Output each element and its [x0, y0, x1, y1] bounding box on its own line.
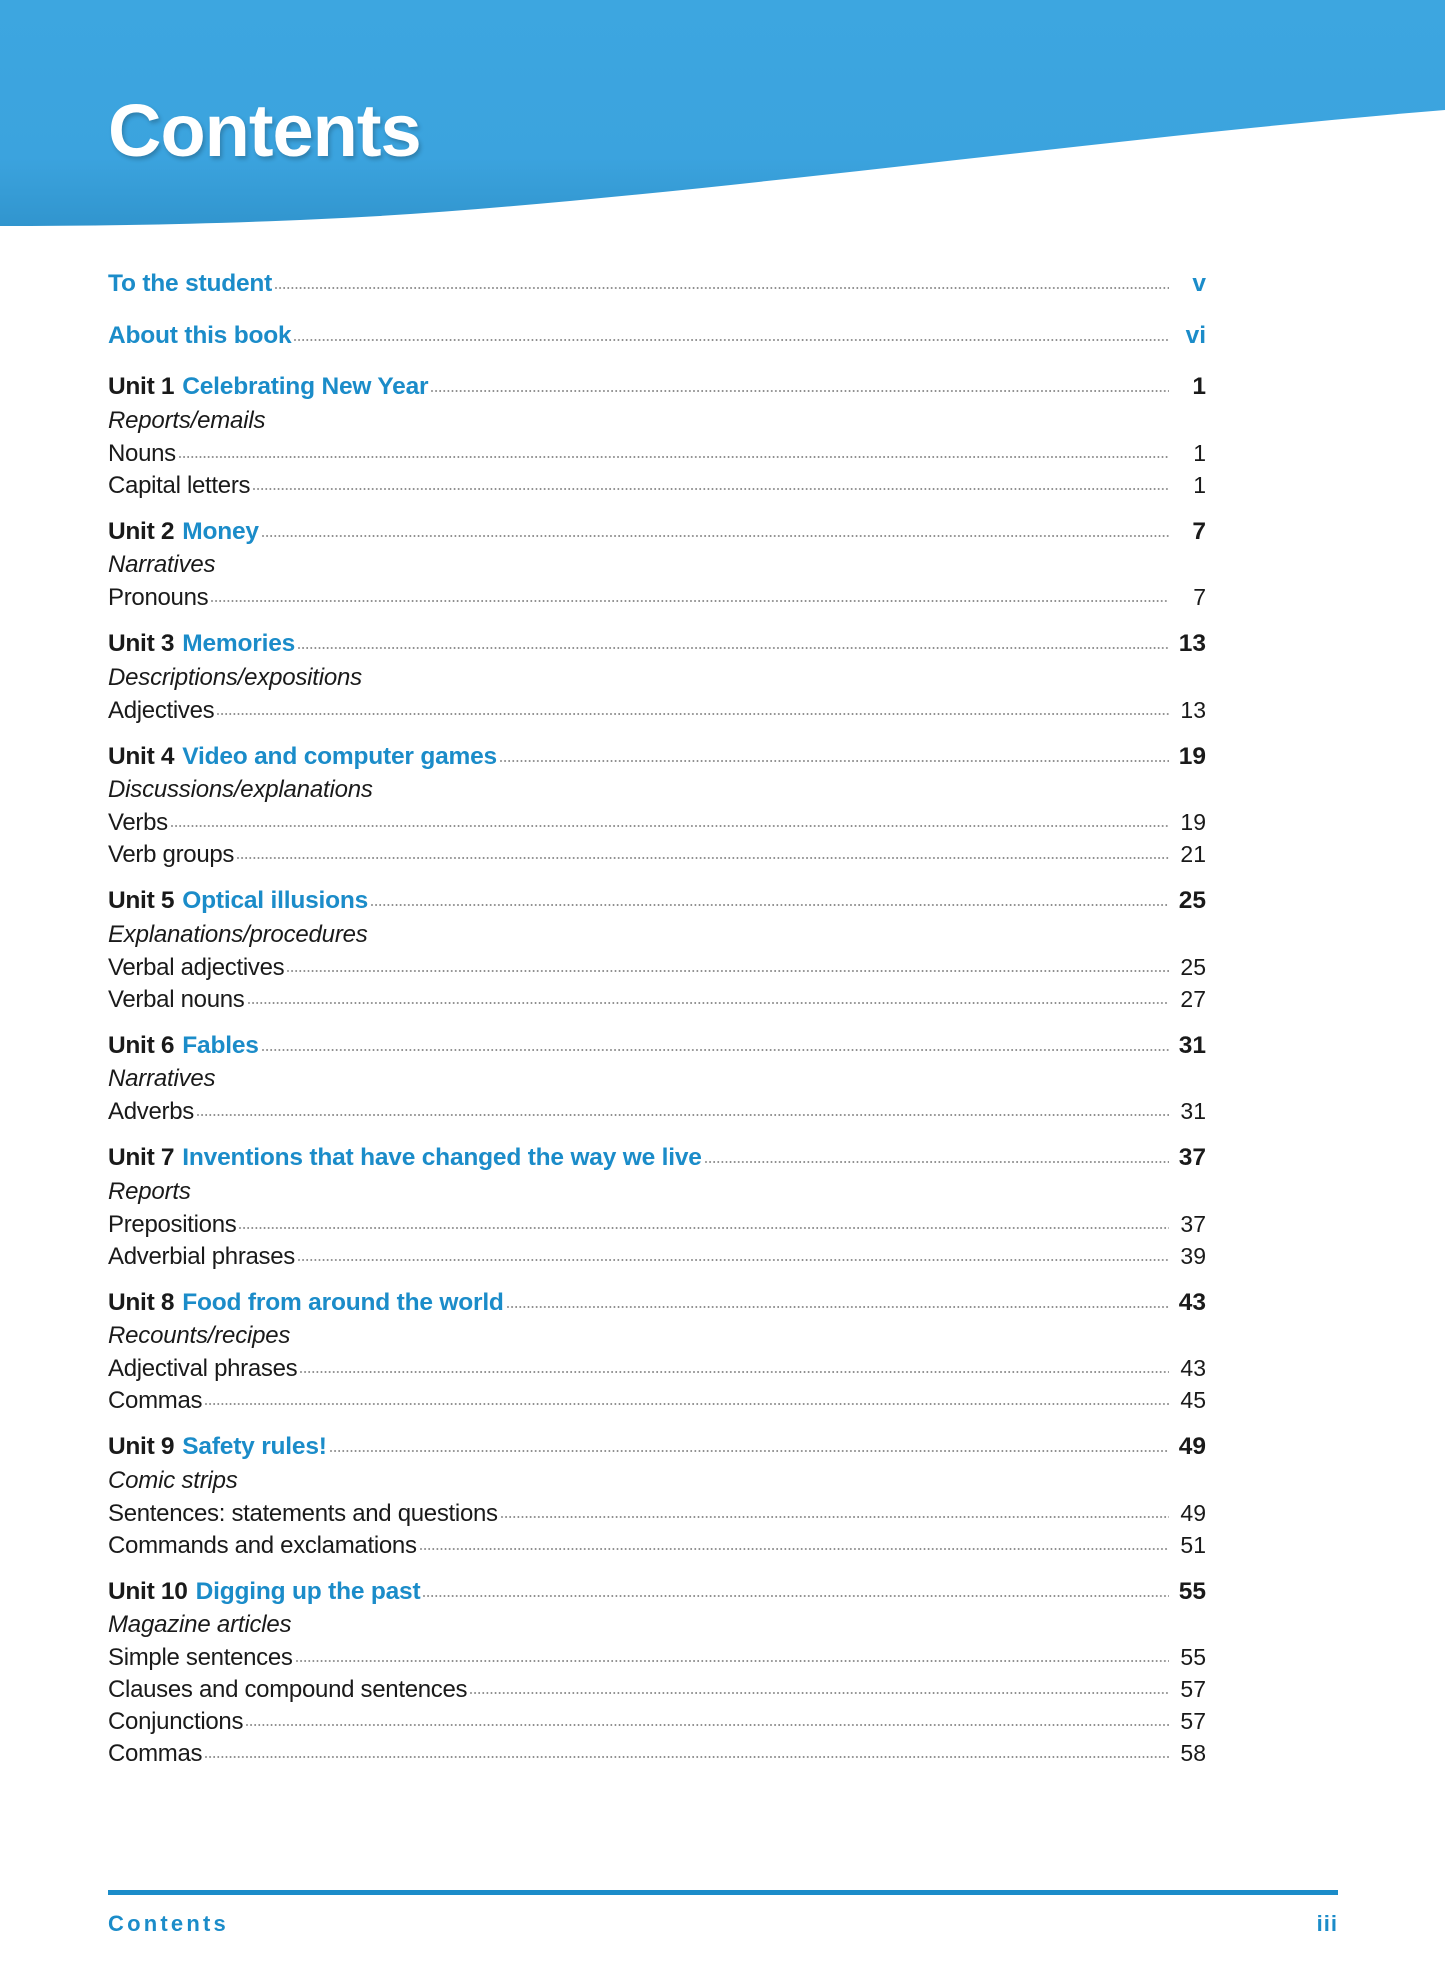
entry-label: About this book [108, 321, 292, 349]
toc-sub-entry[interactable] [108, 471, 1206, 499]
footer-divider [108, 1890, 1338, 1895]
dot-leader [296, 1649, 1169, 1665]
toc-sub-entry[interactable] [108, 1242, 1206, 1270]
page-footer [108, 1890, 1338, 1937]
entry-label: Prepositions [108, 1210, 237, 1238]
entry-page-number: 58 [1180, 1740, 1206, 1766]
entry-label: Conjunctions [108, 1708, 244, 1735]
unit-genre: Narratives [108, 1065, 216, 1092]
entry-page-number: 13 [1180, 696, 1206, 723]
entry-label: Verbal adjectives [108, 953, 285, 981]
dot-leader [287, 959, 1169, 975]
dot-leader [371, 892, 1169, 908]
dot-leader [262, 523, 1169, 539]
entry-page-number: 43 [1180, 1355, 1206, 1381]
entry-label: Clauses and compound sentences [108, 1676, 468, 1703]
dot-leader [470, 1681, 1169, 1697]
unit-number: Unit 7 [108, 1144, 175, 1171]
dot-leader [171, 814, 1169, 830]
toc-sub-entry[interactable] [108, 1210, 1206, 1238]
unit-page-number: 7 [1192, 517, 1206, 545]
dot-leader [237, 846, 1169, 862]
footer-content [108, 1911, 1338, 1937]
dot-leader [179, 445, 1169, 461]
dot-leader [211, 589, 1169, 605]
entry-page-number: 45 [1180, 1387, 1206, 1413]
toc-entry-to-the-student[interactable] [108, 272, 1206, 297]
unit-group-5 [108, 889, 1206, 1012]
unit-number: Unit 4 [108, 742, 175, 770]
entry-page-number: 49 [1180, 1499, 1206, 1526]
unit-number: Unit 8 [108, 1288, 175, 1316]
entry-page-number: 51 [1180, 1531, 1206, 1558]
toc-unit-heading[interactable] [108, 1146, 1206, 1171]
dot-leader [239, 1216, 1169, 1232]
toc-unit-heading[interactable] [108, 1435, 1206, 1460]
dot-leader [253, 477, 1169, 493]
toc-unit-heading[interactable] [108, 742, 1206, 770]
dot-leader [330, 1438, 1169, 1454]
entry-label: Adjectives [108, 696, 215, 724]
table-of-contents [108, 272, 1206, 1788]
dot-leader [205, 1392, 1169, 1408]
dot-leader [300, 1360, 1169, 1376]
unit-group-7 [108, 1146, 1206, 1269]
unit-number: Unit 6 [108, 1031, 175, 1059]
dot-leader [705, 1149, 1169, 1165]
entry-page-number: 39 [1180, 1242, 1206, 1269]
unit-group-10 [108, 1577, 1206, 1767]
unit-title: Food from around the world [182, 1288, 504, 1316]
entry-page-number: 25 [1180, 953, 1206, 980]
unit-group-4 [108, 742, 1206, 868]
entry-page-number: 31 [1180, 1098, 1206, 1124]
toc-sub-entry[interactable] [108, 1710, 1206, 1734]
toc-unit-heading[interactable] [108, 632, 1206, 657]
entry-page-number: 1 [1193, 471, 1206, 498]
entry-label: Adverbs [108, 1098, 194, 1125]
dot-leader [298, 1248, 1169, 1264]
toc-sub-entry[interactable] [108, 1389, 1206, 1413]
dot-leader [507, 1294, 1169, 1310]
dot-leader [248, 991, 1169, 1007]
toc-unit-heading[interactable] [108, 889, 1206, 914]
toc-unit-heading[interactable] [108, 1577, 1206, 1605]
unit-title: Fables [182, 1031, 259, 1059]
dot-leader [262, 1037, 1169, 1053]
toc-sub-entry[interactable] [108, 985, 1206, 1013]
unit-title: Video and computer games [182, 742, 497, 770]
entry-label: Pronouns [108, 584, 209, 611]
dot-leader [217, 702, 1169, 718]
entry-label: Adjectival phrases [108, 1355, 298, 1382]
unit-page-number: 37 [1178, 1144, 1206, 1171]
entry-page-number: 37 [1180, 1210, 1206, 1237]
unit-number: Unit 3 [108, 630, 175, 657]
toc-sub-entry[interactable] [108, 586, 1206, 610]
dot-leader [246, 1713, 1169, 1729]
unit-genre: Narratives [108, 551, 216, 578]
unit-page-number: 1 [1192, 373, 1206, 400]
entry-page-number: 1 [1193, 439, 1206, 466]
unit-genre: Discussions/explanations [108, 776, 373, 803]
dot-leader [197, 1103, 1169, 1119]
entry-page-number: 19 [1180, 809, 1206, 835]
unit-genre: Comic strips [108, 1466, 238, 1494]
toc-unit-heading[interactable] [108, 375, 1206, 400]
unit-group-3 [108, 632, 1206, 723]
unit-genre: Reports [108, 1177, 191, 1205]
toc-sub-entry[interactable] [108, 1531, 1206, 1559]
unit-genre: Reports/emails [108, 406, 266, 434]
toc-sub-entry[interactable] [108, 696, 1206, 724]
unit-title: Inventions that have changed the way we live [182, 1144, 702, 1171]
unit-page-number: 25 [1178, 887, 1206, 914]
unit-page-number: 55 [1178, 1577, 1206, 1605]
unit-title: Money [182, 517, 259, 545]
dot-leader [420, 1537, 1169, 1553]
entry-page-number: 21 [1180, 841, 1206, 867]
front-matter-group [108, 272, 1206, 348]
entry-label: Simple sentences [108, 1644, 293, 1671]
toc-sub-entry[interactable] [108, 843, 1206, 867]
entry-label: To the student [108, 270, 273, 297]
page-title: Contents [108, 89, 421, 172]
unit-number: Unit 1 [108, 373, 175, 400]
unit-title: Optical illusions [182, 887, 369, 914]
unit-title: Safety rules! [182, 1433, 327, 1460]
unit-title: Celebrating New Year [182, 373, 429, 400]
entry-page-number: vi [1185, 321, 1206, 349]
toc-sub-entry[interactable] [108, 1678, 1206, 1702]
entry-page-number: v [1192, 270, 1206, 297]
dot-leader [294, 327, 1169, 343]
unit-group-1 [108, 375, 1206, 498]
entry-page-number: 7 [1193, 584, 1206, 610]
footer-page-number: iii [1316, 1911, 1338, 1936]
toc-sub-entry[interactable] [108, 1646, 1206, 1670]
unit-number: Unit 2 [108, 517, 175, 545]
toc-sub-entry[interactable] [108, 1499, 1206, 1527]
dot-leader [298, 635, 1169, 651]
entry-label: Capital letters [108, 471, 251, 499]
entry-page-number: 57 [1180, 1708, 1206, 1734]
toc-sub-entry[interactable] [108, 439, 1206, 467]
unit-genre: Descriptions/expositions [108, 663, 362, 691]
unit-genre: Explanations/procedures [108, 920, 368, 948]
toc-sub-entry[interactable] [108, 1100, 1206, 1124]
footer-section-label: Contents [108, 1911, 229, 1936]
entry-page-number: 55 [1180, 1644, 1206, 1670]
unit-group-9 [108, 1435, 1206, 1558]
unit-page-number: 13 [1178, 630, 1206, 657]
unit-number: Unit 9 [108, 1433, 175, 1460]
toc-sub-entry[interactable] [108, 953, 1206, 981]
entry-label: Verbs [108, 809, 168, 836]
dot-leader [275, 275, 1169, 291]
page-header [0, 0, 1445, 240]
toc-sub-entry[interactable] [108, 1357, 1206, 1381]
unit-genre: Magazine articles [108, 1611, 292, 1638]
entry-page-number: 57 [1180, 1676, 1206, 1702]
dot-leader [500, 748, 1169, 764]
toc-unit-heading[interactable] [108, 517, 1206, 545]
entry-page-number: 27 [1180, 985, 1206, 1012]
entry-label: Nouns [108, 439, 176, 467]
unit-page-number: 43 [1178, 1288, 1206, 1316]
unit-title: Memories [182, 630, 296, 657]
dot-leader [501, 1505, 1169, 1521]
unit-page-number: 19 [1178, 742, 1206, 770]
unit-number: Unit 10 [108, 1577, 188, 1605]
unit-group-2 [108, 517, 1206, 611]
entry-label: Commands and exclamations [108, 1531, 417, 1559]
unit-group-8 [108, 1288, 1206, 1414]
toc-entry-about-this-book[interactable] [108, 321, 1206, 349]
entry-label: Adverbial phrases [108, 1242, 296, 1270]
dot-leader [423, 1583, 1169, 1599]
toc-unit-heading[interactable] [108, 1031, 1206, 1059]
toc-sub-entry[interactable] [108, 811, 1206, 835]
unit-page-number: 49 [1178, 1433, 1206, 1460]
entry-label: Verbal nouns [108, 985, 245, 1013]
entry-label: Commas [108, 1740, 203, 1767]
entry-label: Sentences: statements and questions [108, 1499, 498, 1527]
dot-leader [431, 378, 1169, 394]
entry-label: Verb groups [108, 841, 235, 868]
unit-page-number: 31 [1178, 1031, 1206, 1059]
dot-leader [205, 1745, 1169, 1761]
entry-label: Commas [108, 1387, 203, 1414]
unit-number: Unit 5 [108, 887, 175, 914]
unit-genre: Recounts/recipes [108, 1322, 291, 1349]
toc-unit-heading[interactable] [108, 1288, 1206, 1316]
unit-title: Digging up the past [195, 1577, 421, 1605]
toc-sub-entry[interactable] [108, 1742, 1206, 1766]
unit-group-6 [108, 1031, 1206, 1125]
